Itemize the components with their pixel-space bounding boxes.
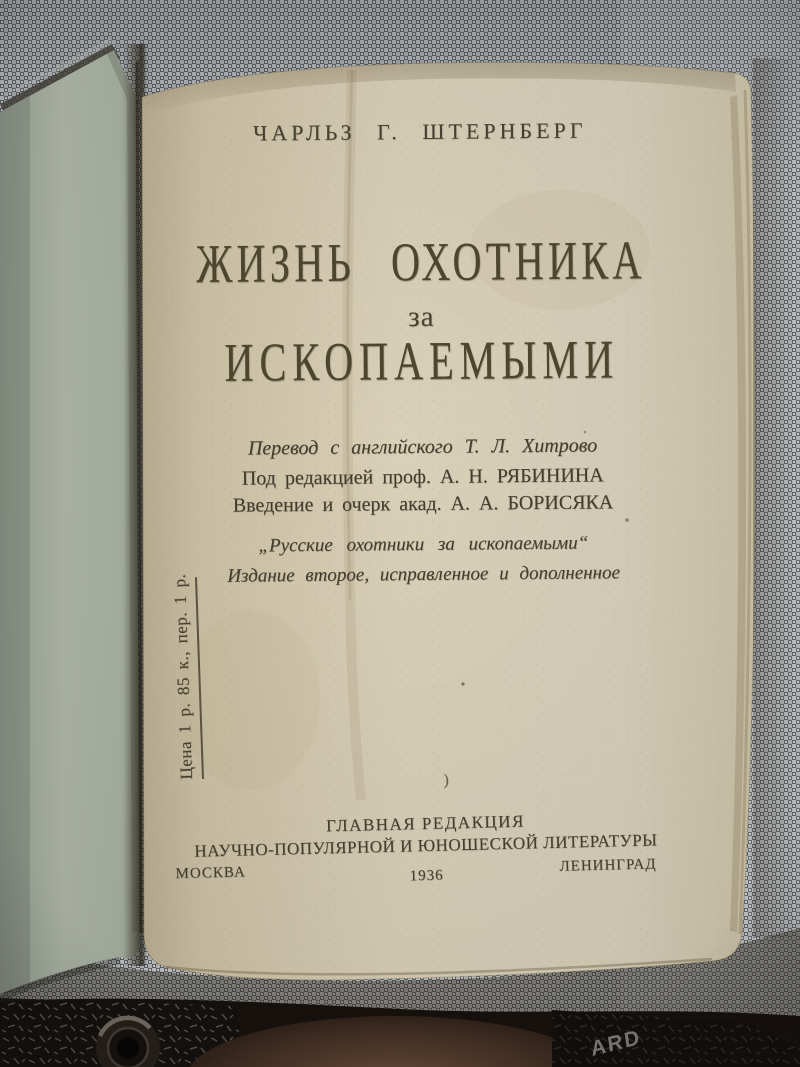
translation-credit: Перевод с английского Т. Л. Хитрово	[247, 434, 598, 460]
author-name: ЧАРЛЬЗ Г. ШТЕРНБЕРГ	[252, 117, 587, 146]
imprint-year: 1936	[409, 867, 444, 885]
book-title-line-3: ИСКОПАЕМЫМИ	[224, 329, 620, 394]
imprint-line-1: ГЛАВНАЯ РЕДАКЦИЯ	[325, 811, 526, 836]
edition-note: Издание второе, исправленное и дополненное	[227, 562, 621, 587]
book-title-line-1: ЖИЗНЬ ОХОТНИКА	[195, 230, 646, 295]
imprint-block	[147, 807, 705, 891]
printer-mark: )	[443, 771, 449, 789]
series-note: „Русские охотники за ископаемыми“	[258, 532, 589, 557]
imprint-city-right: ЛЕНИНГРАД	[559, 856, 657, 875]
title-page-content	[141, 0, 706, 1002]
book-title-line-2: за	[408, 300, 435, 334]
price-note: Цена 1 р. 85 к., пер. 1 р.	[170, 577, 204, 780]
editor-credit: Под редакцией проф. А. Н. РЯБИНИНА	[241, 464, 604, 490]
imprint-city-left: МОСКВА	[175, 864, 247, 882]
imprint-line-2: НАУЧНО-ПОПУЛЯРНОЙ И ЮНОШЕСКОЙ ЛИТЕРАТУРЫ	[194, 830, 658, 862]
introduction-credit: Введение и очерк акад. А. А. БОРИСЯКА	[232, 491, 614, 517]
